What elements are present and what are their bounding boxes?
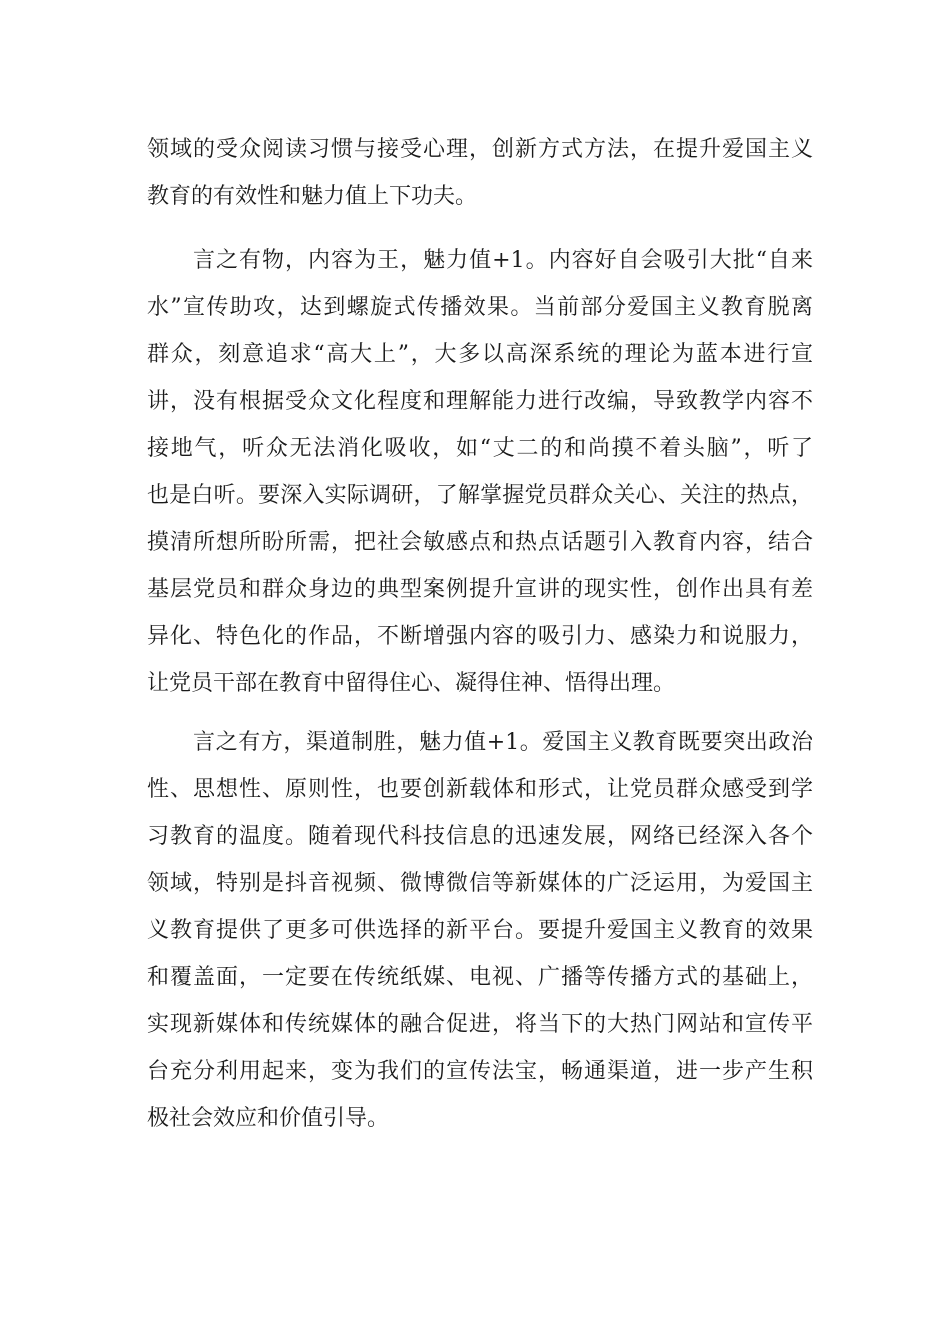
text-line: 讲，没有根据受众文化程度和理解能力进行改编，导致教学内容不 [147,389,813,414]
text-line: 领域，特别是抖音视频、微博微信等新媒体的广泛运用，为爱国主 [147,871,813,896]
text-line: 摸清所想所盼所需，把社会敏感点和热点话题引入教育内容，结合 [147,530,813,555]
paragraph-1 [147,126,813,220]
text-line: 让党员干部在教育中留得住心、凝得住神、悟得出理。 [147,671,676,696]
text-line: 群众，刻意追求“高大上”，大多以高深系统的理论为蓝本进行宣 [147,342,813,367]
text-line: 习教育的温度。随着现代科技信息的迅速发展，网络已经深入各个 [147,824,813,849]
paragraph-2 [147,237,813,707]
text-line: 台充分利用起来，变为我们的宣传法宝，畅通渠道，进一步产生积 [147,1059,813,1084]
text-line: 异化、特色化的作品，不断增强内容的吸引力、感染力和说服力， [147,624,813,649]
text-line: 教育的有效性和魅力值上下功夫。 [147,184,478,209]
text-line: 极社会效应和价值引导。 [147,1106,390,1131]
text-line: 领域的受众阅读习惯与接受心理，创新方式方法，在提升爱国主义 [147,137,813,162]
text-line: 和覆盖面，一定要在传统纸媒、电视、广播等传播方式的基础上， [147,965,813,990]
paragraph-3 [147,719,813,1142]
text-line: 接地气，听众无法消化吸收，如“丈二的和尚摸不着头脑”，听了 [147,436,813,461]
text-line: 也是白听。要深入实际调研，了解掌握党员群众关心、关注的热点， [147,483,813,508]
text-line: 言之有物，内容为王，魅力值+1。内容好自会吸引大批“自来 [193,248,813,273]
text-line: 性、思想性、原则性，也要创新载体和形式，让党员群众感受到学 [147,777,813,802]
text-line: 水”宣传助攻，达到螺旋式传播效果。当前部分爱国主义教育脱离 [147,295,813,320]
text-line: 基层党员和群众身边的典型案例提升宣讲的现实性，创作出具有差 [147,577,813,602]
text-line: 言之有方，渠道制胜，魅力值+1。爱国主义教育既要突出政治 [193,730,813,755]
text-line: 实现新媒体和传统媒体的融合促进，将当下的大热门网站和宣传平 [147,1012,813,1037]
text-line: 义教育提供了更多可供选择的新平台。要提升爱国主义教育的效果 [147,918,813,943]
